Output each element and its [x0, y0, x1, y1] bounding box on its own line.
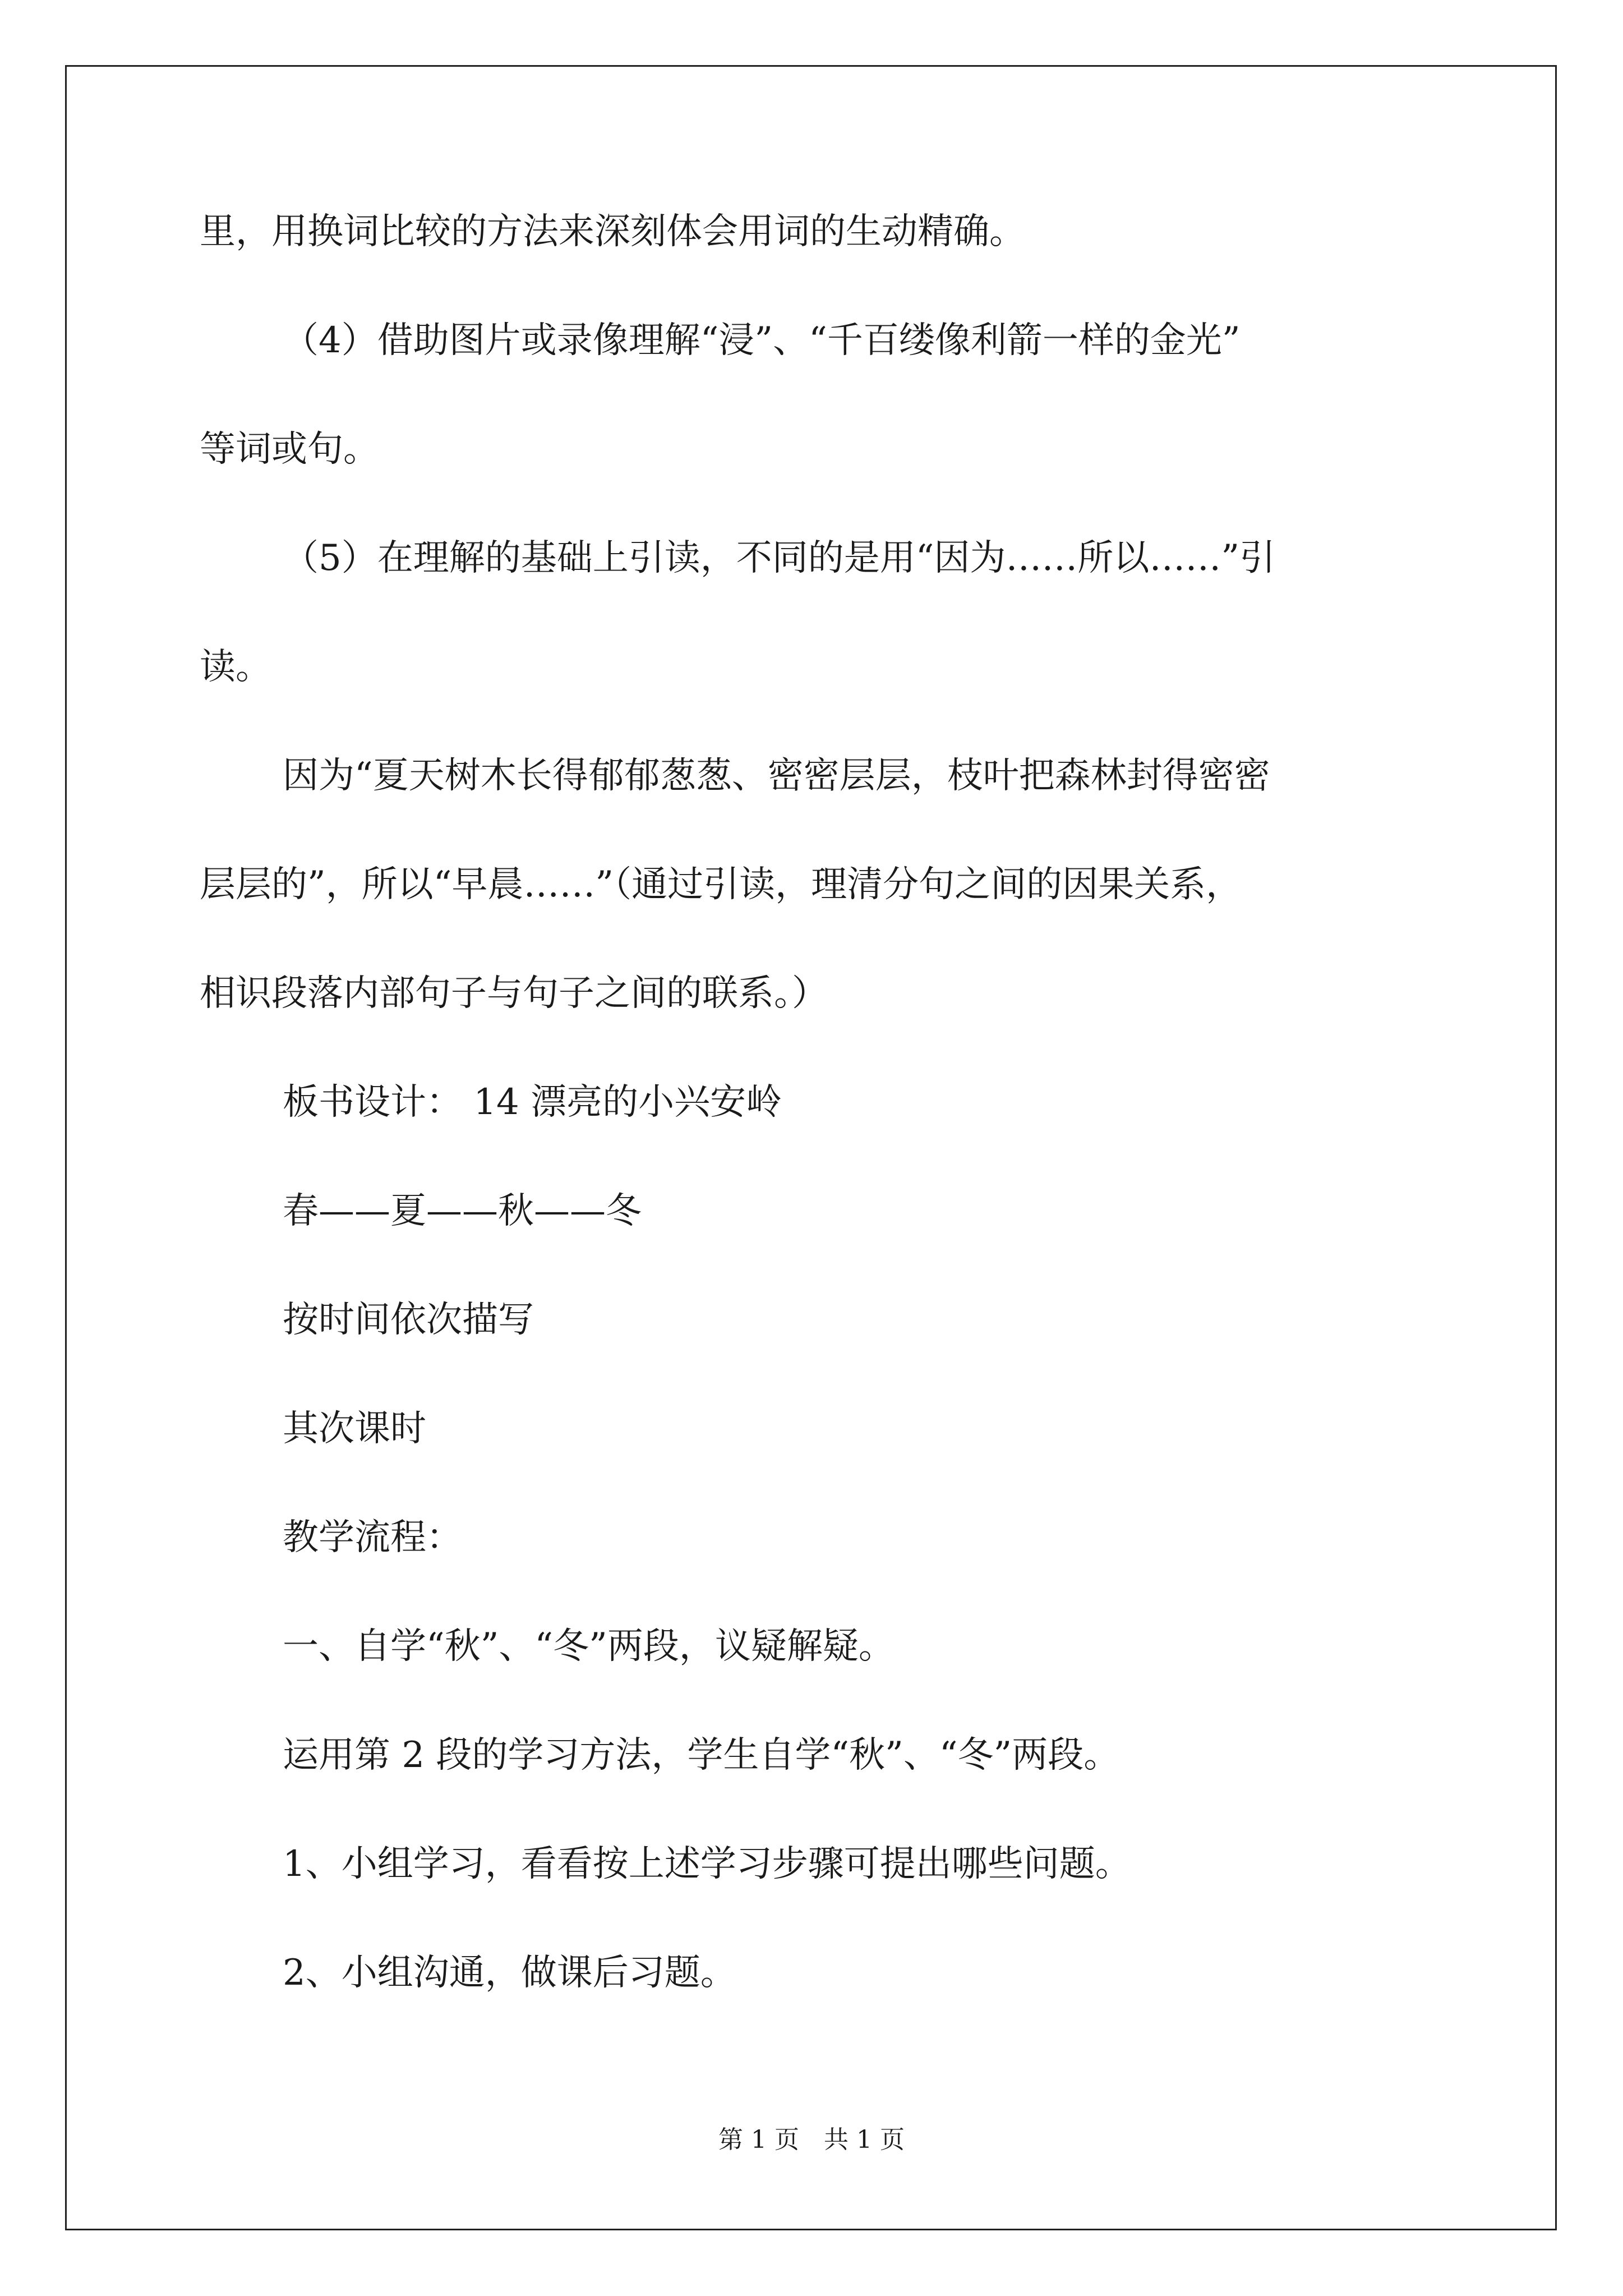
- board-design-line: 板书设计： 14 漂亮的小兴安岭: [283, 1082, 782, 1123]
- time-order-line: 按时间依次描写: [283, 1299, 534, 1341]
- body-line-3: 等词或句。: [200, 429, 379, 470]
- teaching-process-line: 教学流程：: [283, 1517, 462, 1558]
- body-line-1: 里，用换词比较的方法来深刻体会用词的生动精确。: [200, 211, 1025, 252]
- page-number: 第 1 页: [718, 2125, 799, 2154]
- method-line: 运用第 2 段的学习方法，学生自学“秋”、“冬”两段。: [283, 1734, 1120, 1776]
- page-border: [65, 65, 1557, 2230]
- body-line-8: 相识段落内部句子与句子之间的联系。）: [200, 973, 828, 1014]
- second-lesson-line: 其次课时: [283, 1408, 426, 1450]
- seasons-line: 春——夏——秋——冬: [283, 1190, 642, 1232]
- step-one-line: 一、自学“秋”、“冬”两段，议疑解疑。: [283, 1626, 895, 1667]
- body-line-5: 读。: [200, 646, 271, 688]
- body-line-4: （5）在理解的基础上引读，不同的是用“因为……所以……”引: [283, 537, 1276, 579]
- page-total: 共 1 页: [824, 2125, 905, 2154]
- page-footer: [0, 2123, 1623, 2157]
- item-2-line: 2、小组沟通，做课后习题。: [283, 1952, 736, 1994]
- body-line-7: 层层的”，所以“早晨……”（通过引读，理清分句之间的因果关系，: [200, 864, 1242, 905]
- item-1-line: 1、小组学习，看看按上述学习步骤可提出哪些问题。: [283, 1843, 1131, 1885]
- body-line-2: （4）借助图片或录像理解“浸”、“千百缕像利箭一样的金光”: [283, 320, 1241, 361]
- body-line-6: 因为“夏天树木长得郁郁葱葱、密密层层，枝叶把森林封得密密: [283, 755, 1270, 797]
